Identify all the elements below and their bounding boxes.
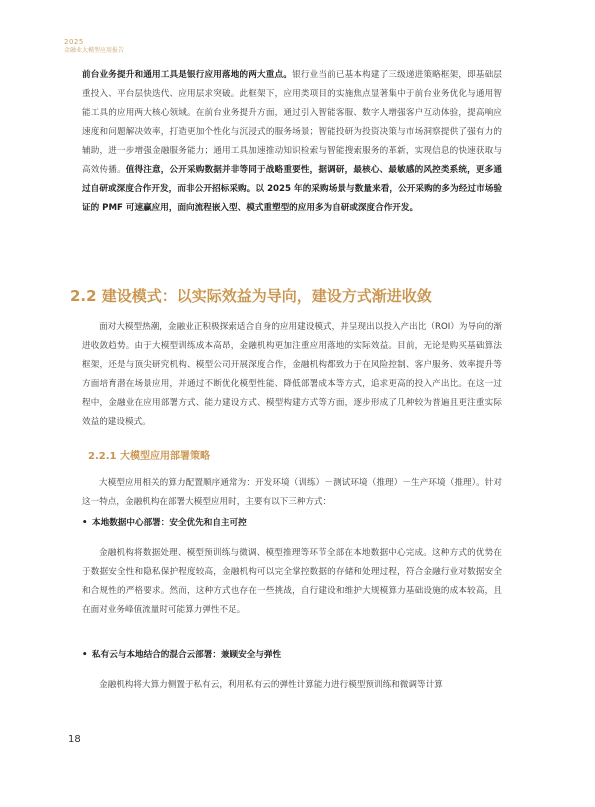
running-header: [64, 38, 124, 55]
bullet-dot: •: [82, 518, 88, 528]
subsection-paragraph: 大模型应用相关的算力配置顺序通常为：开发环境（训练）－测试环境（推理）－生产环境（推理）。针对这一特点，金融机构在部署大模型应用时，主要有以下三种方式：: [82, 478, 502, 507]
bullet-1-paragraph: 金融机构将数据处理、模型预训练与微调、模型推理等环节全部在本地数据中心完成。这种方式的优势在于数据安全性和隐私保护程度较高，金融机构可以完全掌控数据的存储和处理过程，符合金融行业对数据安全和合规性的严格要求。然而，这种方式也存在一些挑战，自行建设和维护大规模算力基础设施的成本较高，且在面对业务峰值流量时可能算力弹性不足。: [82, 548, 502, 615]
section-paragraph-block: [82, 318, 502, 432]
bullet-2-paragraph-block: [82, 676, 502, 695]
bullet-1: [82, 516, 502, 531]
page-number: 18: [68, 734, 81, 745]
intro-body: 银行业当前已基本构建了三级递进策略框架，即基础层重投入、平台层快迭代、应用层求突破。此框架下，应用类项目的实施焦点显著集中于前台业务优化与通用智能工具的应用两大核心领域。在前台业务提升方面，通过引入智能客服、数字人增强客户互动体验，提高响应速度和问题解决效率，打造更加个性化与沉浸式的服务场景；智能投研为投资决策与市场洞察提供了强有力的辅助，进一步增强金融服务能力；通用工具加速推动知识检索与智能搜索服务的革新，实现信息的快速获取与高效传播。: [82, 70, 502, 175]
header-title: 金融业大模型应用报告: [64, 47, 125, 54]
bullet-2-title: 私有云与本地结合的混合云部署：兼顾安全与弹性: [92, 650, 282, 660]
section-heading: 2.2 建设模式：以实际效益为导向，建设方式渐进收敛: [70, 287, 432, 305]
bullet-dot: •: [82, 650, 88, 660]
header-year: 2025: [64, 38, 84, 46]
subsection-paragraph-block: [82, 474, 502, 512]
bullet-1-title: 本地数据中心部署：安全优先和自主可控: [92, 518, 247, 528]
intro-paragraph: [82, 66, 502, 218]
subsection-heading: 2.2.1 大模型应用部署策略: [88, 451, 210, 462]
section-paragraph: 面对大模型热潮，金融业正积极探索适合自身的应用建设模式，并呈现出以投入产出比（ROI）为导向的渐进收敛趋势。由于大模型训练成本高昂，金融机构更加注重应用落地的实际效益。目前，无论是购买基础算法框架，还是与顶尖研究机构、模型公司开展深度合作，金融机构都致力于在风险控制、客户服务、效率提升等方面培育潜在场景应用，并通过不断优化模型性能、降低部署成本等方式，追求更高的投入产出比。在这一过程中，金融业在应用部署方式、能力建设方式、模型构建方式等方面，逐步形成了几种较为普遍且更注重实际效益的建设模式。: [82, 322, 502, 427]
bullet-2: [82, 648, 502, 663]
intro-tail: 值得注意，公开采购数据并非等同于战略重要性，据调研，最核心、最敏感的风控类系统，更多通过自研或深度合作开发，而非公开招标采购。以 2025 年的采购场景与数量来看，公开采购的多为经过市场验证的 PMF 可速赢应用，面向流程嵌入型、模式重塑型的应用多为自研或深度合作开发。: [82, 165, 502, 213]
bullet-1-paragraph-block: [82, 544, 502, 620]
intro-lead: 前台业务提升和通用工具是银行应用落地的两大重点。: [82, 70, 293, 80]
bullet-2-paragraph: 金融机构将大算力侧置于私有云，利用私有云的弹性计算能力进行模型预训练和微调等计算: [99, 680, 443, 690]
